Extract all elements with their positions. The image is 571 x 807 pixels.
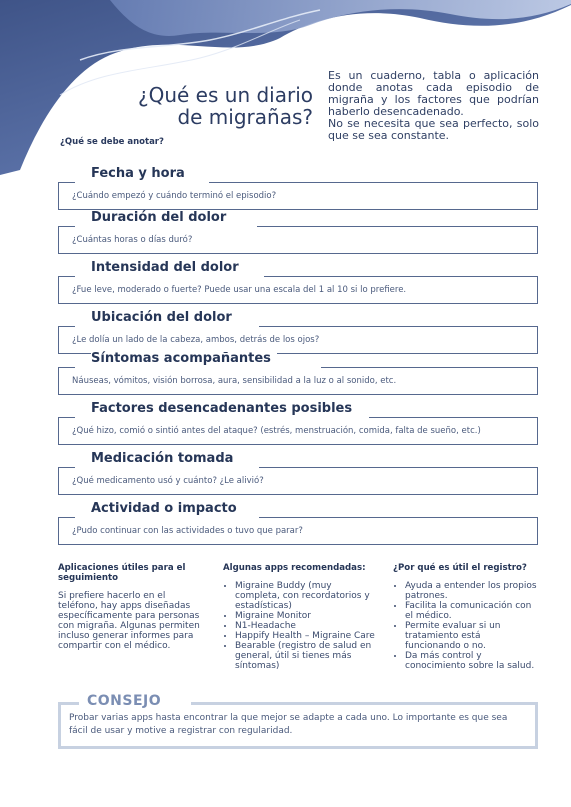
list-item: • N1-Headache <box>235 621 378 631</box>
list-item: • Happify Health – Migraine Care <box>235 631 378 641</box>
intro-text <box>328 70 539 142</box>
page-title-line2: de migrañas? <box>177 105 313 129</box>
list-item: • Migraine Monitor <box>235 611 378 621</box>
section-question: Náuseas, vómitos, visión borrosa, aura, sensibilidad a la luz o al sonido, etc. <box>72 376 397 386</box>
section-duracion <box>58 210 538 254</box>
column-title: ¿Por qué es útil el registro? <box>393 563 527 573</box>
tip-box <box>58 693 538 749</box>
list-item: • Bearable (registro de salud en general, útil si tienes más síntomas) <box>235 641 378 671</box>
section-ubicacion <box>58 310 538 354</box>
section-title: Medicación tomada <box>91 451 239 466</box>
column-body: Si prefiere hacerlo en el teléfono, hay apps diseñadas específicamente para personas con migraña. Algunas permiten incluso generar informes para compartir con el médico. <box>58 591 200 651</box>
column-recommended-apps <box>223 563 378 671</box>
section-sintomas <box>58 351 538 395</box>
what-to-note-heading: ¿Qué se debe anotar? <box>60 137 164 147</box>
page-title <box>138 84 313 128</box>
tip-title: CONSEJO <box>87 693 162 709</box>
tip-text: Probar varias apps hasta encontrar la que mejor se adapte a cada uno. Lo importante es que sea fácil de usar y motive a registrar con regularidad. <box>69 713 508 736</box>
section-question: ¿Qué medicamento usó y cuánto? ¿Le alivió? <box>72 476 264 486</box>
column-why-useful <box>393 563 538 671</box>
list-item: • Da más control y conocimiento sobre la salud. <box>405 651 538 671</box>
section-medicacion <box>58 451 538 495</box>
section-intensidad <box>58 260 538 304</box>
section-title: Intensidad del dolor <box>91 260 245 275</box>
list-item: • Migraine Buddy (muy completa, con recordatorios y estadísticas) <box>235 581 378 611</box>
section-fecha-hora <box>58 166 538 210</box>
recommended-apps-list <box>223 581 378 671</box>
section-title: Síntomas acompañantes <box>91 351 277 366</box>
list-item: • Facilita la comunicación con el médico. <box>405 601 538 621</box>
section-factores <box>58 401 538 445</box>
intro-paragraph-2: No se necesita que sea perfecto, solo que se sea constante. <box>328 117 539 142</box>
column-title: Aplicaciones útiles para el seguimiento <box>58 563 186 583</box>
section-title: Duración del dolor <box>91 210 232 225</box>
section-question: ¿Pudo continuar con las actividades o tuvo que parar? <box>72 526 303 536</box>
column-title: Algunas apps recomendadas: <box>223 563 366 573</box>
section-title: Factores desencadenantes posibles <box>91 401 358 416</box>
list-item: • Permite evaluar si un tratamiento está funcionando o no. <box>405 621 538 651</box>
section-question: ¿Fue leve, moderado o fuerte? Puede usar una escala del 1 al 10 si lo prefiere. <box>72 285 407 295</box>
section-actividad <box>58 501 538 545</box>
list-item: • Ayuda a entender los propios patrones. <box>405 581 538 601</box>
section-title: Fecha y hora <box>91 166 191 181</box>
column-useful-apps <box>58 563 208 651</box>
section-question: ¿Qué hizo, comió o sintió antes del ataque? (estrés, menstruación, comida, falta de sueño, etc.) <box>72 426 481 436</box>
section-question: ¿Cuántas horas o días duró? <box>72 235 193 245</box>
page-title-line1: ¿Qué es un diario <box>137 83 313 107</box>
intro-paragraph-1: Es un cuaderno, tabla o aplicación donde anotas cada episodio de migraña y los factores que podrían haberlo desencadenado. <box>328 69 539 118</box>
section-title: Actividad o impacto <box>91 501 243 516</box>
why-list <box>393 581 538 671</box>
section-title: Ubicación del dolor <box>91 310 238 325</box>
section-question: ¿Cuándo empezó y cuándo terminó el episodio? <box>72 191 277 201</box>
section-question: ¿Le dolía un lado de la cabeza, ambos, detrás de los ojos? <box>72 335 320 345</box>
